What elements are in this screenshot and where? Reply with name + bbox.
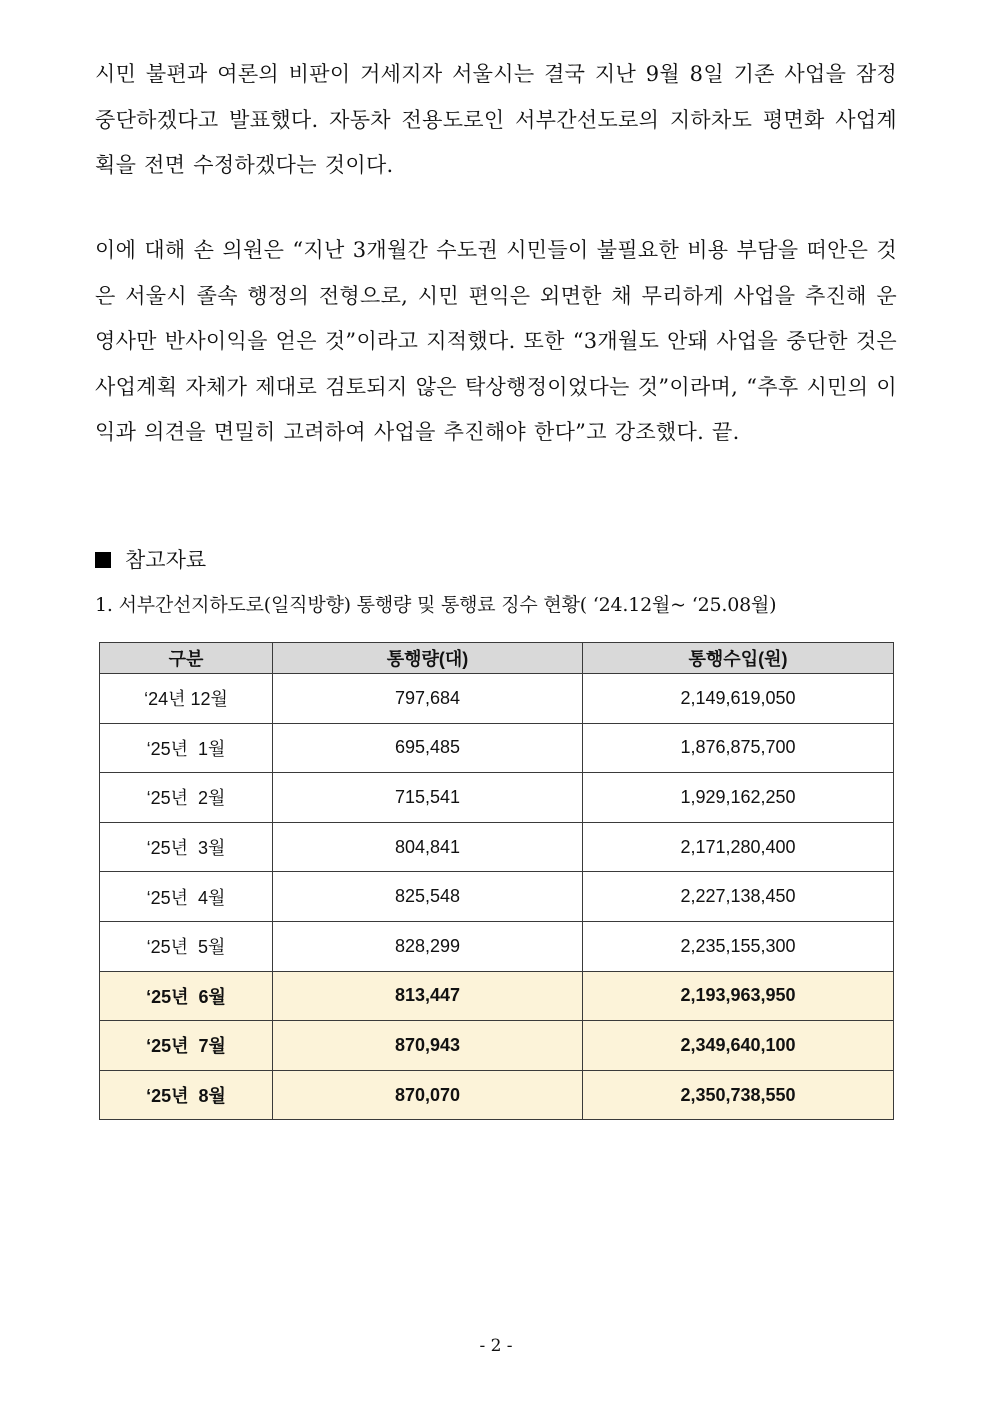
cell-traffic: 870,070 xyxy=(273,1070,583,1120)
cell-traffic: 828,299 xyxy=(273,921,583,971)
cell-period: ‘24년 12월 xyxy=(100,674,273,724)
cell-traffic: 715,541 xyxy=(273,773,583,823)
table-row-highlighted xyxy=(100,1021,894,1071)
cell-period: ‘25년 8월 xyxy=(100,1070,273,1120)
table-row xyxy=(100,822,894,872)
body-paragraph-1: 시민 불편과 여론의 비판이 거세지자 서울시는 결국 지난 9월 8일 기존 사업을 잠정 중단하겠다고 발표했다. 자동차 전용도로인 서부간선도로의 지하차도 평면화 사업계획을 전면 수정하겠다는 것이다. xyxy=(95,62,897,178)
traffic-revenue-table xyxy=(99,642,894,1120)
table-row xyxy=(100,674,894,724)
cell-revenue: 2,149,619,050 xyxy=(583,674,894,724)
table-header-row xyxy=(100,643,894,674)
table-title: 1. 서부간선지하도로(일직방향) 통행량 및 통행료 징수 현황( ‘24.12월~ ‘25.08월) xyxy=(95,594,777,616)
square-bullet-icon xyxy=(95,552,111,568)
cell-traffic: 813,447 xyxy=(273,971,583,1021)
reference-heading xyxy=(95,542,206,578)
cell-revenue: 2,350,738,550 xyxy=(583,1070,894,1120)
reference-heading-text: 참고자료 xyxy=(125,548,207,572)
cell-traffic: 695,485 xyxy=(273,723,583,773)
table-row-highlighted xyxy=(100,1070,894,1120)
cell-period: ‘25년 4월 xyxy=(100,872,273,922)
cell-period: ‘25년 5월 xyxy=(100,921,273,971)
header-revenue: 통행수입(원) xyxy=(583,643,894,674)
table-row xyxy=(100,773,894,823)
cell-traffic: 797,684 xyxy=(273,674,583,724)
body-paragraph-2: 이에 대해 손 의원은 “지난 3개월간 수도권 시민들이 불필요한 비용 부담을 떠안은 것은 서울시 졸속 행정의 전형으로, 시민 편익은 외면한 채 무리하게 사업을 추진해 운영사만 반사이익을 얻은 것”이라고 지적했다. 또한 “3개월도 안돼 사업을 중단한 것은 사업계획 자체가 제대로 검토되지 않은 탁상행정이었다는 것”이라며, “추후 시민의 이익과 의견을 면밀히 고려하여 사업을 추진해야 한다”고 강조했다. 끝. xyxy=(95,238,897,445)
table-row-highlighted xyxy=(100,971,894,1021)
cell-revenue: 1,929,162,250 xyxy=(583,773,894,823)
cell-period: ‘25년 7월 xyxy=(100,1021,273,1071)
header-period: 구분 xyxy=(100,643,273,674)
cell-revenue: 2,193,963,950 xyxy=(583,971,894,1021)
cell-revenue: 2,171,280,400 xyxy=(583,822,894,872)
cell-period: ‘25년 3월 xyxy=(100,822,273,872)
cell-period: ‘25년 2월 xyxy=(100,773,273,823)
table-row xyxy=(100,723,894,773)
cell-revenue: 2,349,640,100 xyxy=(583,1021,894,1071)
cell-traffic: 804,841 xyxy=(273,822,583,872)
cell-period: ‘25년 1월 xyxy=(100,723,273,773)
table-row xyxy=(100,872,894,922)
cell-revenue: 2,235,155,300 xyxy=(583,921,894,971)
cell-revenue: 2,227,138,450 xyxy=(583,872,894,922)
cell-revenue: 1,876,875,700 xyxy=(583,723,894,773)
table-row xyxy=(100,921,894,971)
header-traffic: 통행량(대) xyxy=(273,643,583,674)
page-number: - 2 - xyxy=(479,1336,513,1356)
cell-traffic: 825,548 xyxy=(273,872,583,922)
cell-period: ‘25년 6월 xyxy=(100,971,273,1021)
cell-traffic: 870,943 xyxy=(273,1021,583,1071)
